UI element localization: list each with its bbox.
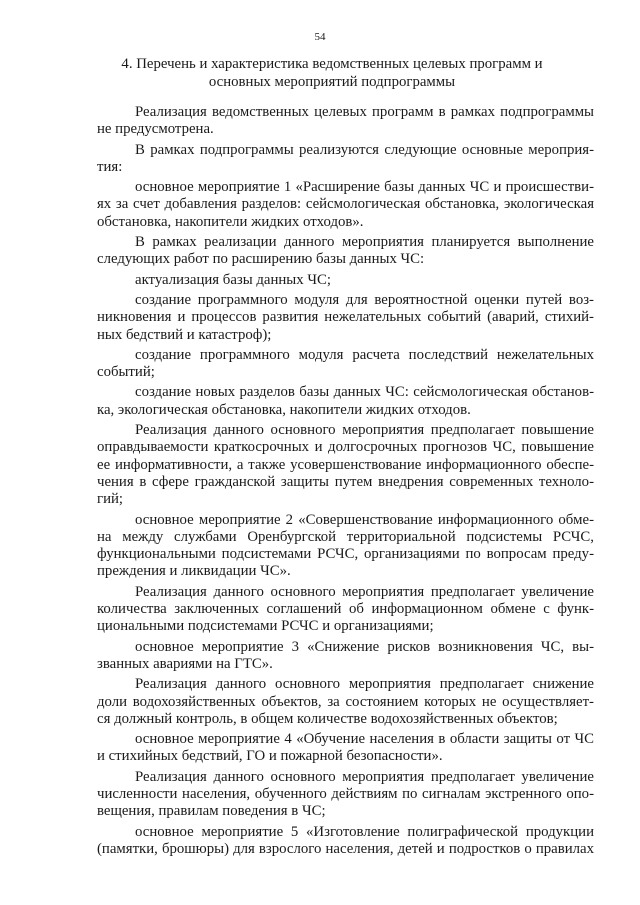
section-heading [118, 56, 546, 91]
text-line: на между службами Оренбургской территориальной подсистемы РСЧС, [97, 528, 594, 545]
text-line: ее информативности, а также усовершенствование информационного обеспе- [97, 456, 594, 473]
paragraph [97, 639, 594, 674]
text-line: следующих работ по расширению базы данных ЧС: [97, 251, 425, 268]
text-line: ся должный контроль, в общем количестве водохозяйственных объектов; [97, 710, 558, 727]
text-line: основное мероприятие 1 «Расширение базы данных ЧС и происшестви- [135, 179, 594, 196]
text-line: циональными подсистемами РСЧС и организациями; [97, 618, 434, 635]
text-line: Реализация данного основного мероприятия предполагает увеличение [135, 768, 594, 785]
text-line: создание новых разделов базы данных ЧС: сейсмологическая обстанов- [135, 384, 594, 401]
paragraph [97, 584, 594, 636]
paragraph [97, 384, 594, 419]
text-line: актуализация базы данных ЧС; [135, 271, 331, 288]
text-line: доли водохозяйственных объектов, за состоянием которых не осуществляет- [97, 693, 594, 710]
text-line: основное мероприятие 3 «Снижение рисков возникновения ЧС, вы- [135, 638, 594, 655]
paragraph [97, 769, 594, 821]
text-line: преждения и ликвидации ЧС». [97, 563, 291, 580]
text-line: обстановка, накопители жидких отходов». [97, 213, 364, 230]
text-line: событий; [97, 364, 155, 381]
text-line: В рамках подпрограммы реализуются следующие основные мероприя- [135, 141, 594, 158]
text-line: создание программного модуля для вероятностной оценки путей воз- [135, 291, 594, 308]
text-line: и стихийных бедствий, ГО и пожарной безопасности». [97, 748, 443, 765]
text-line: чения в сфере гражданской защиты путем внедрения современных техноло- [97, 473, 594, 490]
text-line: ка, экологическая обстановка, накопители жидких отходов. [97, 401, 471, 418]
text-line: основное мероприятие 4 «Обучение населения в области защиты от ЧС [135, 731, 594, 748]
text-line: Реализация данного основного мероприятия предполагает снижение [135, 676, 594, 693]
text-line: В рамках реализации данного мероприятия планируется выполнение [135, 234, 594, 251]
text-line: не предусмотрена. [97, 121, 214, 138]
text-line: создание программного модуля расчета последствий нежелательных [135, 346, 594, 363]
text-line: тия: [97, 158, 123, 175]
text-line: (памятки, брошюры) для взрослого населения, детей и подростков о правилах [97, 840, 594, 857]
text-line: количества заключенных соглашений об информационном обмене с функ- [97, 601, 594, 618]
paragraph [97, 824, 594, 859]
paragraph [97, 347, 594, 382]
section-heading-line: 4. Перечень и характеристика ведомственных целевых программ и [121, 56, 543, 72]
paragraph [97, 422, 594, 508]
text-line: никновения и процессов развития нежелательных событий (аварий, стихий- [97, 309, 594, 326]
paragraph [97, 272, 594, 289]
text-line: ях за счет добавления разделов: сейсмологическая обстановка, экологическая [97, 196, 594, 213]
paragraph [97, 104, 594, 139]
paragraph [97, 234, 594, 269]
text-line: гий; [97, 491, 124, 508]
text-line: численности населения, обученного действиям по сигналам экстренного опо- [97, 785, 594, 802]
paragraph [97, 676, 594, 728]
text-line: Реализация данного основного мероприятия предполагает повышение [135, 422, 594, 439]
paragraph [97, 292, 594, 344]
paragraph [97, 512, 594, 581]
text-line: званных авариями на ГТС». [97, 655, 273, 672]
text-line: оправдываемости краткосрочных и долгосрочных прогнозов ЧС, повышение [97, 439, 594, 456]
text-line: Реализация данного основного мероприятия предполагает увеличение [135, 583, 594, 600]
body-text [97, 104, 594, 861]
text-line: вещения, правилам поведения в ЧС; [97, 803, 326, 820]
page-number: 54 [314, 31, 326, 43]
text-line: ных бедствий и катастроф); [97, 326, 272, 343]
text-line: основное мероприятие 2 «Совершенствование информационного обме- [135, 511, 594, 528]
section-heading-line: основных мероприятий подпрограммы [208, 73, 456, 90]
paragraph [97, 731, 594, 766]
text-line: Реализация ведомственных целевых программ в рамках подпрограммы [135, 104, 594, 120]
text-line: функциональными подсистемами РСЧС, организациями по вопросам преду- [97, 546, 594, 563]
text-line: основное мероприятие 5 «Изготовление полиграфической продукции [135, 823, 594, 840]
paragraph [97, 142, 594, 177]
paragraph [97, 179, 594, 231]
